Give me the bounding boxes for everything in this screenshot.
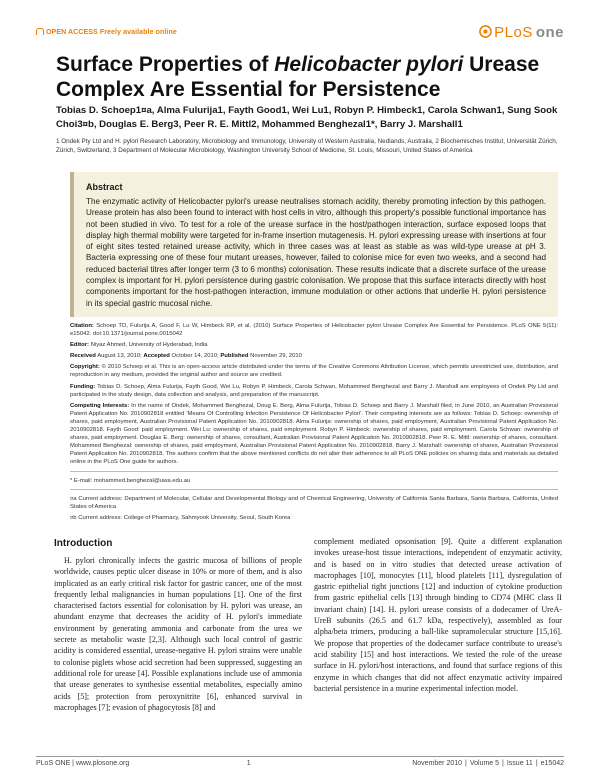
author-list: Tobias D. Schoep1¤a, Alma Fulurija1, Fayth Good1, Wei Lu1, Robyn P. Himbeck1, Carola Schwan1, Sung Sook Choi3¤b, Douglas E. Berg3, Peer R. E. Mittl2, Mohammed Benghezal1*, Barry J. Marshall1 [56, 105, 558, 130]
corresponding-email[interactable]: * E-mail: mohammed.benghezal@uwa.edu.au [70, 477, 191, 484]
footer-journal[interactable]: PLoS ONE | www.plosone.org [36, 760, 130, 767]
introduction-paragraph-continued: complement mediated opsonisation [9]. Quite a different explanation invokes urease-host tissue interactions, independent of enzymatic activity, and is based on in vitro studies that detected urease activation of macrophages [10], monocytes [11], blood platelets [11], dysregulation of gastric epithelial tight junctions [12] and induction of cytokine production from gastric epithelial cells [13] through binding to CD74 (MHC class II invariant chain) [14]. H. pylori urease consists of a dodecamer of UreA-UreB subunits (26.5 and 61.7 kDa, respectively), assembled as four alpha/beta trimers, producing a ball-like supramolecular structure [15,16]. We propose that properties of the dodecamer surface contribute to urease's acid stability [15] and host interactions. We tested the role of the urease surface in H. pylori/host interactions, and found that surface regions of this enzyme in which changes that did not affect enzymatic activity impaired bacterial persistence in a murine experimental infection model. [314, 537, 562, 693]
article-title: Surface Properties of Helicobacter pylori Urease Complex Are Essential for Persistence [56, 53, 540, 101]
funding: Funding: Tobias D. Schoep, Alma Fulurija, Fayth Good, Wei Lu, Robyn P. Himbeck, Carola Schwan, Mohammed Benghezal and Barry J. Marshall are employees of Ondek Pty Ltd and participated in the study design, data collection and analysis, and preparation of the manuscript. [70, 383, 558, 398]
divider [70, 471, 558, 472]
open-access-label: OPEN ACCESS Freely available online [36, 28, 177, 36]
citation: Citation: Schoep TD, Fulurija A, Good F, Lu W, Himbeck RP, et al. (2010) Surface Properties of Helicobacter pylori Urease Complex Are Essential for Persistence. PLoS ONE 5(11): e15042. doi:10.1371/journal.pone.0015042 [70, 323, 558, 338]
introduction-paragraph: H. pylori chronically infects the gastric mucosa of billions of people worldwide, causes peptic ulcer disease in 10% or more of them, and is also implicated as an early critical risk factor for gastric cancer, one of the most frequently lethal malignancies in human populations [1]. One of the first characterised factors essential for colonisation by H. pylori was urease, an abundant enzyme that decreases the acidity of H. pylori's immediate environment by generating ammonia and carbonate from the urea we secrete as metabolic waste [2,3]. Although such local control of gastric acidity is considered essential, urease-negative H. pylori strains were unable to colonise piglets whose acid secretion had been suppressed, suggesting an additional role for urease [4]. Possible explanations include use of ammonia that urease generates to synthesise essential metabolites, especially amino acids [5]; protection from peroxynitrite [6], enhanced survival in macrophages [7]; evasion of phagocytosis [8] and [54, 556, 302, 712]
editor: Editor: Niyaz Ahmed, University of Hyderabad, India [70, 342, 208, 349]
body-column-right [314, 536, 562, 694]
freely-available-label: Freely available online [99, 29, 177, 36]
current-address-a: ¤a Current address: Department of Molecular, Cellular and Developmental Biology and of Chemical Engineering, University of California Santa Barbara, Santa Barbara, California, United States of America [70, 495, 558, 510]
abstract-text: The enzymatic activity of Helicobacter pylori's urease neutralises stomach acidity, thereby promoting infection by this pathogen. Urease protein has also been found to interact with host cells in vitro, although this property's possible functional importance has not been studied in vivo. To test for a role of the urease surface in the host/pathogen interaction, surface exposed loops that display high thermal mobility were targeted for in-frame insertion mutagenesis. H. pylori expressing urease with insertions at four of eight sites tested retained urease activity, which in three cases was at least as stable as was wild-type urease at pH 3. Bacteria expressing one of these four mutant ureases, however, failed to colonise mice for even two weeks, and a second had reduced bacterial titres after longer term (3 to 6 months) colonisation. These results indicate that a discrete surface of the urease complex is important for H. pylori persistence during gastric colonisation. We propose that this surface interacts directly with host components important for the host-pathogen interaction, immune modulation or other actions that underlie H. pylori persistence in its special gastric mucosal niche. [86, 197, 546, 308]
page-header [36, 24, 564, 42]
competing-interests: Competing Interests: In the name of Ondek, Mohammed Benghezal, Doug E. Berg, Alma Fulurija, Tobias D. Schoep and Barry J. Marshall filed, in June 2010, an Australian Provisional Patent Application No. 2010902818 entitled 'Means Of Controlling Infection Persistence Of Helicobacter Pylori'. Their competing interests are as follows: Tobias D. Schoep: ownership of shares, paid employment, Australian Provisional Patent Application No. 2010902818. Alma Fulurija: ownership of shares, paid employment, Australian Provisional Patent Application No. 2010902818. Fayth Good: paid employment. Wei Lu: ownership of shares, paid employment. Robyn P. Himbeck: ownership of shares, paid employment. Carola Schwan: ownership of shares, paid employment. Douglas E. Berg: ownership of shares, consultant, Australian Provisional Patent Application No. 2010902818. Peer R. E. Mittl: ownership of shares, consultant. Mohammed Benghezal: ownership of shares, paid employment, Australian Provisional Patent Application No. 2010902818. Barry J. Marshall: ownership of shares, Australian Provisional Patent Application No. 2010902818. The authors confirm that the above mentioned conflicts do not alter their adherence to all PLoS ONE policies on sharing data and materials as detailed online in the PLoS One guide for authors. [70, 402, 558, 466]
journal-logo[interactable]: PLoS one [479, 24, 564, 41]
abstract-heading: Abstract [86, 182, 123, 192]
divider [70, 489, 558, 490]
footer-issue-info: 1 November 2010 | Volume 5 | Issue 11 | e15042 [246, 760, 564, 767]
body-column-left [54, 555, 302, 713]
plos-logo-icon [479, 25, 492, 38]
abstract-box [70, 172, 558, 317]
dates: Received August 13, 2010; Accepted October 14, 2010; Published November 29, 2010 [70, 353, 302, 360]
open-access-icon [36, 28, 44, 35]
footer-divider [36, 756, 564, 757]
current-address-b: ¤b Current address: College of Pharmacy, Sahmyook University, Seoul, South Korea [70, 514, 291, 521]
copyright: Copyright: © 2010 Schoep et al. This is an open-access article distributed under the terms of the Creative Commons Attribution License, which permits unrestricted use, distribution, and reproduction in any medium, provided the original author and source are credited. [70, 364, 558, 379]
introduction-heading: Introduction [54, 538, 113, 549]
footer-page-number: 1 [246, 760, 251, 767]
article-metadata [70, 322, 558, 525]
affiliations: 1 Ondek Pty Ltd and H. pylori Research Laboratory, Microbiology and Immunology, University of Western Australia, Nedlands, Australia, 2 Biochemisches Institut, Universität Zürich, Zürich, Switzerland, 3 Department of Molecular Microbiology, Washington University School of Medicine, St. Louis, Missouri, United States of America [56, 138, 558, 155]
